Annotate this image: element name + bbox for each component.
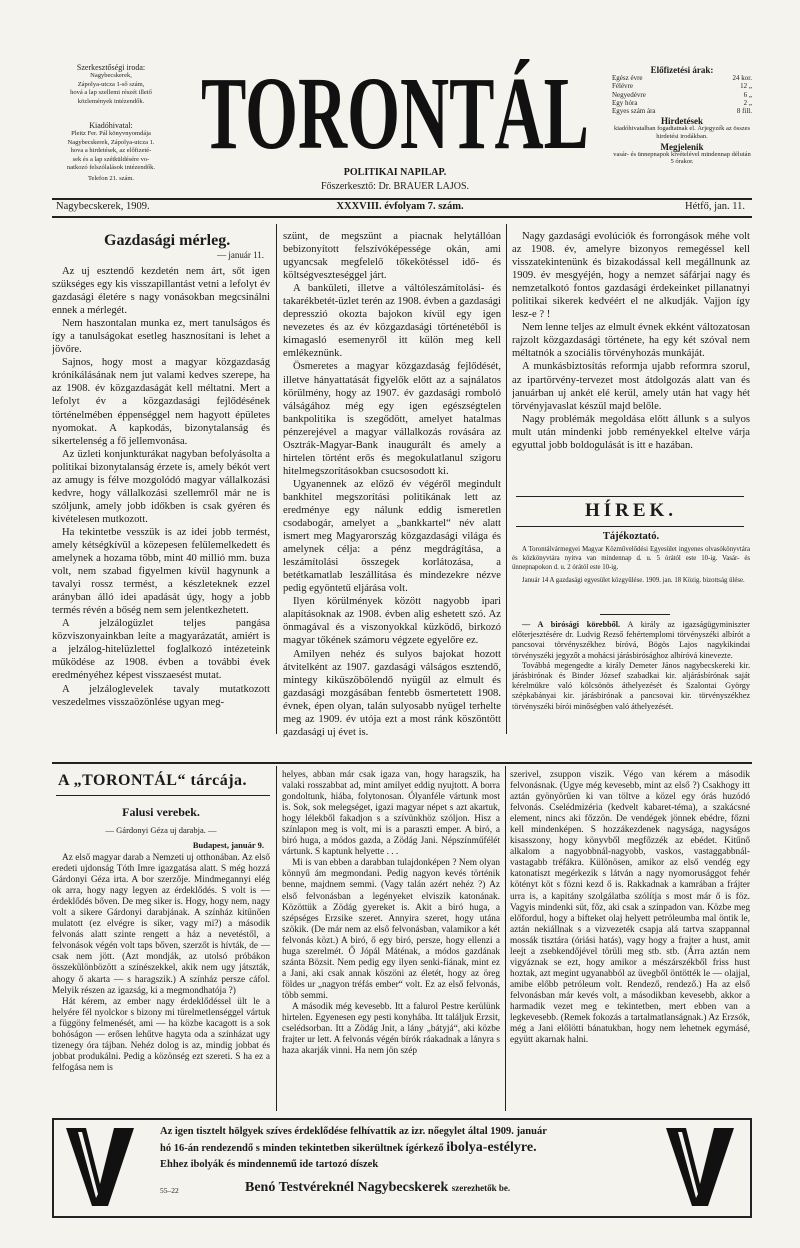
paragraph: szünt, de megszünt a piacnak helytállóan bebizonyított felszívóképessége okán, ami ugyancsak megfelelő tőkekötéssel idő- és költségveszteséggel járt. bbox=[283, 231, 501, 282]
office-line: közlemények intézendők. bbox=[77, 97, 145, 105]
ad-firm-suffix: szerezhetők be. bbox=[451, 1183, 511, 1193]
price-label: Félévre bbox=[612, 82, 633, 91]
divider bbox=[516, 526, 744, 527]
ads-text: kiadóhivatalban fogadtatnak el. Árjegyzék az összes hirdetési irodákban. bbox=[613, 125, 751, 141]
ads-title: Hirdetések bbox=[661, 116, 703, 127]
column-rule bbox=[276, 224, 277, 734]
appears-text: vasár- és ünnepnapok kivételével mindennap délután 5 órakor. bbox=[613, 150, 751, 166]
divider bbox=[600, 614, 670, 615]
office-info bbox=[52, 64, 170, 106]
feuilleton-header: A „TORONTÁL“ tárcája. bbox=[58, 772, 248, 789]
news-item-title: — A birósági körebből. bbox=[522, 620, 621, 629]
title-text: TORONTÁL bbox=[201, 56, 589, 160]
price-value: 12 „ bbox=[740, 82, 752, 91]
office-line: Zápolya-utcza 1-ső szám, bbox=[77, 80, 145, 88]
feuilleton-author: — Gárdonyi Géza uj darabja. — bbox=[105, 825, 217, 835]
publisher-line: sek és a lap szétküldésére vo- bbox=[72, 155, 150, 163]
price-row bbox=[612, 82, 752, 90]
publisher-info bbox=[50, 122, 172, 184]
phone: Telefon 21. szám. bbox=[87, 175, 135, 183]
paragraph: Az első magyar darab a Nemzeti uj otthonában. Az első eredeti ujdonság Tóth Imre igazgatása alatt. S még hozzá Gárdonyi Géza irta. A bor szerzője. Mindmegannyi elég ok arra, hogy nagy legyen az érdeklődés. S volt is — érdeklődés bőven. De meg siker is. Hogy, hogy nem, nagy volt a sikere Gárdonyi darabjának. A színház kitűnően mulatott (ez elvégre is siker, vagy mi?) a második felvonás alatt szinte rengett a ház a nevetéstől, a felvonások végén volt taps bőven, szerzőt is hívták, de — csak nem jött. (Azt mondják, az utolsó próbákon összekülönbözött a színészekkel, akik nem ugy játszták, ahogy ő akarta — s haragszik.) A színház persze cáfol. Melyik részen az igazság, ki a megmondhatója ?) bbox=[52, 853, 270, 996]
feuilleton-dateline: Budapest, január 9. bbox=[192, 840, 264, 850]
price-value: 8 fill. bbox=[736, 107, 752, 116]
divider bbox=[516, 496, 744, 497]
v-shape bbox=[666, 1128, 734, 1206]
ad-text bbox=[160, 1124, 640, 1173]
paragraph: Nem lenne teljes az elmult évnek ekként változatosan rajzolt közgazdasági története, ha egy két szóval nem méltatnók a szociális törvényhozás munkáját. bbox=[512, 322, 750, 360]
violet-logo-right bbox=[660, 1124, 740, 1210]
news-text: Továbbá megengedte a király Demeter János nagybecskereki kir. járásbirónak és Binder József szabadkai kir. aljárásbírónak saját kérelmükre való kölcsönös áthelyezését és Szalontai György szépkabányai kir. járásbirónak a pancsovai kir. törvényszékhez törvényszéki bírói minőségben való áthelyezését. bbox=[512, 660, 750, 711]
paragraph: szerivel, zsuppon viszik. Végo van kérem a második felvonásnak. (Ugye még kevesebb, mint az első ?) Csakhogy itt aztán gyönyörűen ki van töltve a közel egy órás huzódó felvonás. Cselédmizéria (kedvelt kabaret-téma), a szakácsné element, nincs aki főzzön. De vendégek jönnek ebédre, főzni kell mindenképen. S hozzákezdenek nagysága, nagyságos kisasszony, hogy könyvből megfőzzék az ebédet. Kitűnő alkalom a nagyobbnál-nagyobb, vaskos, vastaggabbnál-vastagabb tréfákra. Különösen, amikor az első vendég egy katonatiszt megérkezik s látván a nagy nyomorusággot fehér kötényt köt s fözni kezd ő is. Rakkadnak a kamrában a frájter urra is, a kapitány szolgálatba szólítja s most már ő is föz. Vagyis mindenki süt, főz, aki csak a színpadon van. Közbe meg előfordul, hogy a bifteket olaj helyett petróleumba mal öntik le, aztán nekiállnak s a vizvezeték csapja alá tartva szappannal mossák tisztára (óriási hatás), vagy hogy a frajter a hust, amit leejt a zsebkendőjével törüli meg stb. stb. (Árra aztán nem vigyáznak se ezt, hogy amikor a mészárszékből friss hust hoztak, azt megint ugyanabból az üvegből öntötték le — olajjal, amibe előbb petróleum volt. Rendező, rendező.) Ha az első felvonásban már kevés volt, a másodikban kevesebb, akkor a harmadik vezet meg e tekintetben, mert ebben van a legkevesebb. (Remek fokozás a tartalmatlanságnak.) Az Erzsók, még a Jani előlötti bánatukban, hogy nem lehetnek egymásé, együtt akarnak halni. bbox=[510, 770, 750, 1046]
paragraph: Hát kérem, az ember nagy érdeklődéssel ült le a helyére fél nyolckor s bizony mi türelmetlenséggel vártuk a függöny felmenését, ami — ha közbe kacagott is a sok bohóságon — erősen lehűtve hagyta oda a színházat ugy tizenegy óra tájban. Nehéz dolog is az, mindig jobbat és jobbat produkálni. Pedig a közönség ezt szereti. S ha ez a felfogása nem is bbox=[52, 996, 270, 1073]
divider bbox=[52, 216, 752, 218]
price-title: Előfizetési árak: bbox=[650, 65, 714, 75]
paragraph: A jelzáloglevelek tavaly mutatkozott veszedelmes visszaözönlése ugyan meg- bbox=[52, 683, 270, 708]
divider bbox=[56, 795, 270, 796]
news-heading: HÍREK. bbox=[584, 500, 678, 521]
article-title: Gazdasági mérleg. bbox=[104, 232, 231, 249]
paragraph: Amilyen nehéz és sulyos bajokat hozott átvitelként az 1907. gazdasági válságos esztendő, mintegy kiküszöbölendő nyügül az elmult és gazdasági mozgásában fentebb ösmertetett 1908. évnek, épen olyan, talán sulyosabb nyügel terhelte meg az 1909. év utója ezt a most ránk köszöntött gazdasági uj évet is. bbox=[283, 648, 501, 737]
news-text: Január 14 A gazdasági egyesület közgyűlése. 1909. jan. 18 Közig. bizottság ülése. bbox=[522, 577, 745, 585]
paragraph: Ilyen körülmények között nagyobb ipari alapításoknak az 1908. évben alig eshetett szó. Az önmagával és a viszonyokkal küzködő, birkozó magyar tőkének számoru végzete egyelőre ez. bbox=[283, 596, 501, 647]
column-rule bbox=[276, 766, 277, 1111]
volume: XXXVIII. évfolyam 7. szám. bbox=[336, 201, 464, 212]
date-place: Nagybecskerek, 1909. bbox=[56, 201, 150, 212]
news-item-1 bbox=[512, 546, 750, 586]
paragraph: Sajnos, hogy most a magyar közgazdaság krónikálásának nem jut valami kedves szerepe, ha az 1908. év közgazdaságát kell méltatni. Mert a lefolyt év a közgazdasági fejlődésének történelmében éppenséggel nem hagyott épületes nyomokat. A kapkodás, bizonytalanság és sikertelenség a fő jellemvonása. bbox=[52, 357, 270, 447]
price-label: Egyes szám ára bbox=[612, 107, 656, 116]
divider bbox=[52, 762, 752, 764]
editor: Főszerkesztő: Dr. BRAUER LAJOS. bbox=[320, 181, 470, 192]
paragraph: A második még kevesebb. Itt a falurol Pestre kerülünk hirtelen. Egyenesen egy pesti konyhába. Itt találjuk Erzsit, cselédsorban. Itt a Zödág Jnit, a lány „bátyjá“, aki közbe frajter ur lett. A felvonás végén bírók ráakadnak a lányra s haza akarják vinni. Ha nem jön szép bbox=[282, 1001, 500, 1057]
price-value: 2 „ bbox=[743, 98, 752, 107]
ad-line: Ehhez ibolyák és mindennemű ide tartozó díszek bbox=[160, 1159, 379, 1170]
column-rule bbox=[506, 224, 507, 734]
price-row bbox=[612, 107, 752, 115]
price-label: Egy hóra bbox=[612, 98, 638, 107]
publisher-title: Kiadóhivatal: bbox=[89, 121, 133, 130]
price-value: 6 „ bbox=[743, 90, 752, 99]
news-item-title: Tájékoztató. bbox=[602, 531, 660, 542]
price-box bbox=[612, 66, 752, 166]
subtitle: POLITIKAI NAPILAP. bbox=[343, 167, 447, 178]
news-item-2 bbox=[512, 620, 750, 760]
price-row bbox=[612, 91, 752, 99]
title-logo bbox=[196, 50, 594, 160]
ad-code: 55–22 bbox=[160, 1186, 179, 1195]
paragraph: Ugyanennek az előző év végéről megindult bankhitel megszorítási politikának lett az eredménye egy nálunk eddig ismeretlen csodabogár, amelyet a „bankkartel“ név alatt ismert meg Magyarország közgazdasági világa és amelynek célja: a pénz megdrágítása, a leszámítolási összegek korlátozása, a betétkamatlab leszállítása és mindezekre nézve pedig egyöntetű eljárása volt. bbox=[283, 478, 501, 595]
feuilleton-col-3 bbox=[510, 770, 750, 1113]
publisher-line: Pleitz Fer. Pál könyvnyomdája bbox=[71, 130, 151, 138]
price-label: Negyedévre bbox=[612, 90, 646, 99]
paragraph: Nagy problémák megoldása előtt állunk s a sulyos mult után mindenki jobb reményekkel eltelve várja egyuttal jobb boldogulását is itt e hazában. bbox=[512, 413, 750, 451]
violet-logo-left bbox=[60, 1124, 140, 1210]
price-row bbox=[612, 99, 752, 107]
publisher-line: natkozó felszólalások intézendők. bbox=[67, 164, 155, 172]
office-title: Szerkesztőségi iroda: bbox=[76, 63, 146, 72]
feuilleton-title: Falusi verebek. bbox=[122, 805, 200, 819]
paragraph: Mi is van ebben a darabban tulajdonképen ? Nem olyan könnyű ám megmondani. Pedig nagyon kevés történik benne, majdnem semmi. (Vagy talán azért nehéz ?) Az első felvonásban a legényeket elviszik katonának. Közöttük a Zödág gyereket is. Akit a biró huga, a szépséges Erzsike szeret. Annyira szeret, hogy utána szökik. (De már nem az első felvonásban, valamikor a két felvonás közt.) A biró, ő egy biró, persze, hogy ellenzi a huga szerelmét. Ő Jópál Máténak, a módos gazdának szánta Bözsit. Nem pedig egy ilyen senki-fiának, mint ez a Jani, aki csak annak köszöni az életét, hogy az öreg földes ur „nagyon tréfás ember“ volt. Ez az első felvonás, több semmi. bbox=[282, 858, 500, 1001]
price-value: 24 kor. bbox=[732, 74, 752, 83]
v-shape bbox=[66, 1128, 134, 1206]
paragraph: Nagy gazdasági evolúciók és forrongások méhe volt az 1908. év, amelyre bizonyos remegéssel kell visszatekintenünk és bizakodással kell megállnunk az 1909. év mesgyéjén, hogy a nemzet sáfárjai nagy és nemzetalkotó fontos gazdasági érdekeinket pillanatnyi politikai sikerek kedvéért el ne alkudják. Vajjon így lesz-e ? ! bbox=[512, 231, 750, 321]
divider bbox=[52, 198, 752, 200]
column-rule bbox=[505, 766, 506, 1111]
ad-firm: Benó Testvéreknél Nagybecskerek bbox=[245, 1180, 449, 1195]
publisher-line: Nagybecskerek, Zápolya-utcza 1. bbox=[67, 138, 155, 146]
ad-firm-line bbox=[245, 1180, 510, 1196]
paragraph: A munkásbiztosítás reformja ujabb reformra szorul, az ipartörvény-tervezet most átdolgozás alatt van és januárban uj ankét elé kerül, amely után hat vagy hét törvényjavaslat készül majd belőle. bbox=[512, 361, 750, 412]
paragraph: Az uj esztendő kezdetén nem árt, sőt igen szükséges egy kis visszapillantást vetni a lefolyt év gazdasági életére s nagy vonásokban megcsinálni ennek a mérlegét. bbox=[52, 266, 270, 317]
day: Hétfő, jan. 11. bbox=[685, 201, 745, 212]
price-label: Egész évre bbox=[612, 74, 643, 83]
appears-title: Megjelenik bbox=[660, 141, 704, 152]
paragraph: Ha tekintetbe vesszük is az idei jobb termést, amely kétségkívül a közepesen felülemelkedett és amelynek a hozama több, mint 40 millió mm. buza volt, nem szabad figyelmen kívül hagynunk a tavalyi rossz termést, a készleteknek ezzel arányban álló idei apadását úgy, hogy a jobb termés révén a bőség nem sem jelentkezhetett. bbox=[52, 526, 270, 617]
article-col-1 bbox=[52, 265, 270, 737]
office-line: Nagybecskerek, bbox=[90, 72, 132, 80]
ad-line: Az igen tisztelt hölgyek szíves érdeklődése felhívattik az izr. nőegylet által 1909. január bbox=[160, 1126, 547, 1137]
news-text: A Torontálvármegyei Magyar Közművelődési Egyesület ingyenes olvasókönyvtára és közkönyvtára nyitva van mindennap d. u. 5 órától este 10-ig. Vasár- és ünnepnapokon d. u. 2 órától este 10-ig. bbox=[512, 546, 750, 571]
paragraph: Az üzleti konjunkturákat nagyban befolyásolta a politikai bizonytalanság érzete is, amely békót vert az amugy is félve mozgolódó magyar vállalkozási kedvre, hogy vállalkozási szellemről már ne is szóljunk, amely jobb időkben is csak gyéren és kivételesen mutkozott. bbox=[52, 448, 270, 525]
paragraph: A jelzálogüzlet teljes pangása közviszonyainkban leíte a magyarázatát, amiért is a jelzálog-hitelüzlettel foglalkozó intézeteink működése az 1908. évben a további évek eredményéhez képest visszaesést mutat. bbox=[52, 618, 270, 682]
ad-line: hó 16-án rendezendő s minden tekintetben sikerültnek ígérkező bbox=[160, 1143, 444, 1154]
news-text: A király az igazságügyminiszter előterjesztésére dr. Ludvig Rezső fehértemplomi törvényszéki albírót a pancsovai törvényszékhez bíróvá, Bögös Lajos nagykikindai törvényszéki jegyzőt a mohácsi járásbirósághoz albíróvá kinevezte. bbox=[512, 620, 750, 660]
feuilleton-col-1 bbox=[52, 853, 270, 1113]
office-line: hová a lap szellemi részét illető bbox=[70, 89, 152, 97]
article-col-3 bbox=[512, 230, 750, 492]
article-dateline: — január 11. bbox=[217, 250, 264, 260]
paragraph: helyes, abban már csak igaza van, hogy haragszik, ha valaki rosszabbat ad, mint amilyet eddig nyujtott. A borra gondoltunk, hiába, folytonosan. Ólyanféle vártunk most is. Sok, sok melegséget, igazi magyar népet s azt akartuk, hogy lélekből fakadjon s a szívünkhöz szóljon. Hisz a színlapon meg is volt, mi is a paraszti emper. A biró, a biró huga, a módos gazda, a Zödág Jani. Népszínműfélét vártunk. S kaptunk helyette . . . bbox=[282, 770, 500, 858]
paragraph: Nem haszontalan munka ez, mert tanulságos és így a tanulságokat esetleg hasznosítani is lehet a jövőre. bbox=[52, 318, 270, 356]
article-col-2 bbox=[283, 230, 501, 737]
ad-highlight: ibolya-estélyre. bbox=[446, 1140, 537, 1155]
publisher-line: hova a hirdetések, az előfizeté- bbox=[70, 147, 152, 155]
feuilleton-col-2 bbox=[282, 770, 500, 1113]
paragraph: A bankületi, illetve a váltóleszámítolási- és takarékbetét-üzlet terén az 1908. évben a gazdasági depresszió okozta bajokon kívül egy igen nevezetes és az év közgazdasági történetéből is kimagasló esemenyről itt külön meg kell emlékeznünk. bbox=[283, 283, 501, 360]
price-row bbox=[612, 74, 752, 82]
paragraph: Ösmeretes a magyar közgazdaság fejlődését, illetve hányattatását figyelők előtt az a sajnálatos körülmény, hogy az 1907. év gazdasági romboló válságához még egy igen egészségtelen bankpolitika is szegődött, amelyet hatalmas pénzerejével a magyar vállalkozás rovására az Osztrák-Magyar-Bank inaugurált és amely a hirtelen történt erős és megokulatlanul szigoru hitelmegszorításokban csucsosodott ki. bbox=[283, 361, 501, 477]
